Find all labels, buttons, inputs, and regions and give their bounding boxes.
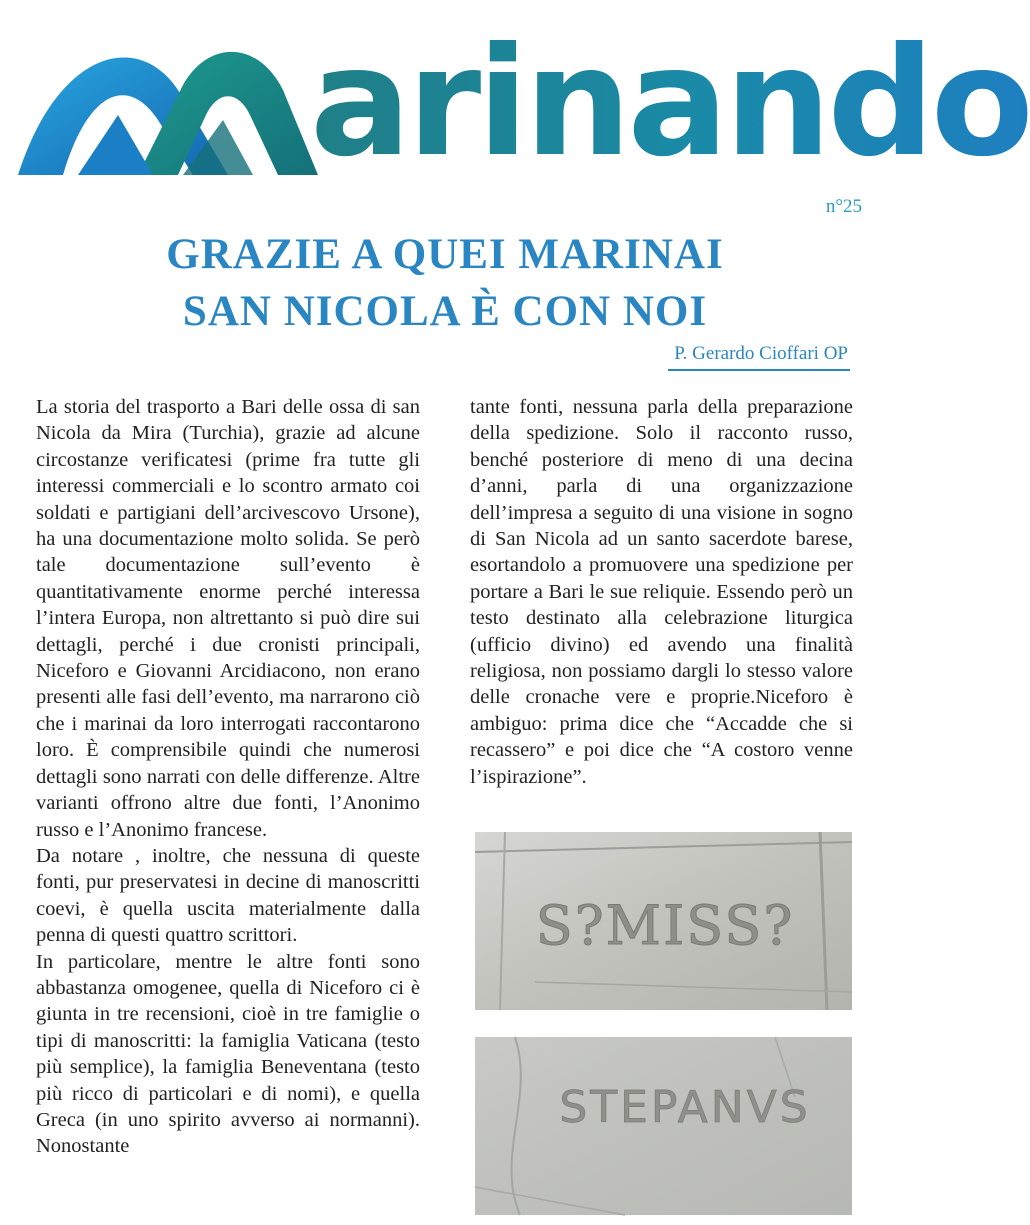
inscription-text-2: STEPANVS [559, 1082, 811, 1133]
author-byline: P. Gerardo Cioffari OP [668, 343, 850, 371]
inscription-text-1: S?MISS? [535, 894, 795, 957]
stone-inscription-image [475, 832, 852, 1010]
article-column-right [470, 394, 853, 790]
article-column-left [36, 394, 420, 1160]
marinando-logo-mark-icon [18, 30, 318, 180]
article-paragraph: In particolare, mentre le altre fonti sono abbastanza omogenee, quella di Niceforo ci è giunta in tre recensioni, cioè in tre famiglie o tipi di manoscritti: la famiglia Vaticana (testo più semplice), la famiglia Beneventana (testo più ricco di particolari e di nomi), e quella Greca (in uno spirito avverso ai normanni). Nonostante [36, 950, 420, 1158]
inscription-photo-1 [475, 832, 852, 1010]
inscription-photo-2 [475, 1037, 852, 1215]
headline-line-2: SAN NICOLA È CON NOI [182, 288, 708, 335]
masthead [0, 0, 1030, 217]
logo-wordmark: arinando [310, 16, 1030, 190]
article-paragraph: La storia del trasporto a Bari delle ossa di san Nicola da Mira (Turchia), grazie ad alcune circostanze verificatesi (prime fra tutte gli interessi commerciali e lo scontro armato coi soldati e partigiani dell’arcivescovo Ursone), ha una documentazione molto solida. Se però tale documentazione sull’evento è quantitativamente enorme perché interessa l’intera Europa, non altrettanto si può dire sui dettagli, perché i due cronisti principali, Niceforo e Giovanni Arcidiacono, non erano presenti alle fasi dell’evento, ma narrarono ciò che i marinai da loro interrogati raccontarono loro. È comprensibile quindi che numerosi dettagli sono narrati con delle differenze. Altre varianti offrono altre due fonti, l’Anonimo russo e l’Anonimo francese. [36, 396, 420, 841]
headline-line-1: GRAZIE A QUEI MARINAI [166, 231, 724, 278]
issue-number: n°25 [825, 196, 862, 217]
article-paragraph: tante fonti, nessuna parla della preparazione della spedizione. Solo il racconto russo, benché posteriore di meno di una decina d’anni, parla di una organizzazione dell’impresa a seguito di una visione in sogno di San Nicola ad un santo sacerdote barese, esortandolo a promuovere una spedizione per portare a Bari le sue reliquie. Essendo però un testo destinato alla celebrazione liturgica (ufficio divino) ed avendo una finalità religiosa, non possiamo dargli lo stesso valore delle cronache vere e proprie.Niceforo è ambiguo: prima dice che “Accadde che si recassero” e poi dice che “A costoro venne l’ispirazione”. [470, 396, 853, 788]
article-paragraph: Da notare , inoltre, che nessuna di queste fonti, pur preservatesi in decine di manoscritti coevi, è quella uscita materialmente dalla penna di questi quattro scrittori. [36, 844, 420, 947]
stone-inscription-image [475, 1037, 852, 1215]
